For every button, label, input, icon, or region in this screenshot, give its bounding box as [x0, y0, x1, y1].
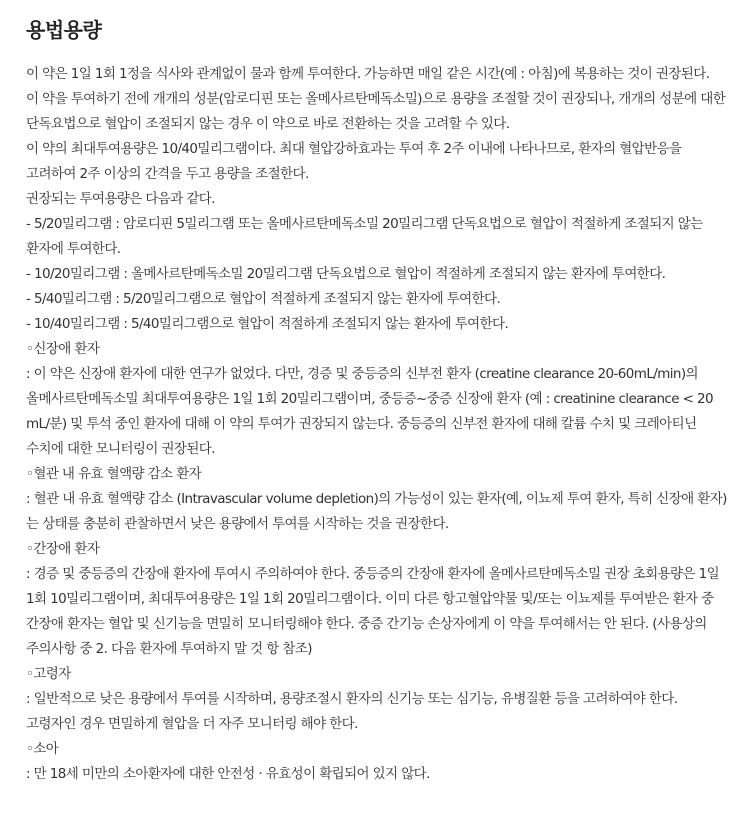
subheading-hepatic-impairment: ◦간장애 환자 — [26, 541, 100, 557]
paragraph-dosing-instruction: 이 약은 1일 1회 1정을 식사와 관계없이 물과 함께 투여한다. 가능하면 매일 같은 시간(예 : 아침)에 복용하는 것이 권장된다. — [26, 66, 710, 82]
paragraph-pediatric: : 만 18세 미만의 소아환자에 대한 안전성 · 유효성이 확립되어 있지 않다. — [26, 766, 430, 782]
subheading-renal-impairment: ◦신장애 환자 — [26, 341, 100, 357]
dose-item-10-20: - 10/20밀리그램 : 올메사르탄메독소밀 20밀리그램 단독요법으로 혈압이 적절하게 조절되지 않는 환자에 투여한다. — [26, 266, 666, 282]
section-title: 용법용량 — [26, 18, 102, 42]
paragraph-dose-adjustment: 이 약을 투여하기 전에 개개의 성분(암로디핀 또는 올메사르탄메독소밀)으로 용량을 조절할 것이 권장되나, 개개의 성분에 대한 단독요법으로 혈압이 조절되지 않는 경우 이 약으로 바로 전환하는 것을 고려할 수 있다. — [26, 91, 726, 132]
paragraph-volume-depletion: : 혈관 내 유효 혈액량 감소 (Intravascular volume depletion)의 가능성이 있는 환자(예, 이뇨제 투여 환자, 특히 신장애 환자)는 상태를 충분히 관찰하면서 낮은 용량에서 투여를 시작하는 것을 권장한다. — [26, 491, 727, 532]
paragraph-max-dose: 이 약의 최대투여용량은 10/40밀리그램이다. 최대 혈압강하효과는 투여 후 2주 이내에 나타나므로, 환자의 혈압반응을 고려하여 2주 이상의 간격을 두고 용량을 조절한다. — [26, 141, 682, 182]
subheading-pediatric: ◦소아 — [26, 741, 59, 757]
paragraph-recommended-dose-intro: 권장되는 투여용량은 다음과 같다. — [26, 191, 215, 207]
subheading-volume-depletion: ◦혈관 내 유효 혈액량 감소 환자 — [26, 466, 202, 482]
paragraph-renal-impairment: : 이 약은 신장애 환자에 대한 연구가 없었다. 다만, 경증 및 중등증의 신부전 환자 (creatine clearance 20-60mL/min)의 올메사르탄메독소밀 최대투여용량은 1일 1회 20밀리그램이며, 중등증~중증 신장애 환자 (예 : creatinine clearance < 20 mL/분) 및 투석 중인 환자에 대해 이 약의 투여가 권장되지 않는다. 중등증의 신부전 환자에 대해 칼륨 수치 및 크레아티닌 수치에 대한 모니터링이 권장된다. — [26, 366, 714, 457]
dose-item-10-40: - 10/40밀리그램 : 5/40밀리그램으로 혈압이 적절하게 조절되지 않는 환자에 투여한다. — [26, 316, 509, 332]
paragraph-elderly: : 일반적으로 낮은 용량에서 투여를 시작하며, 용량조절시 환자의 신기능 또는 심기능, 유병질환 등을 고려하여야 한다. 고령자인 경우 면밀하게 혈압을 더 자주 모니터링 해야 한다. — [26, 691, 678, 732]
section-content — [26, 62, 729, 787]
dose-item-5-40: - 5/40밀리그램 : 5/20밀리그램으로 혈압이 적절하게 조절되지 않는 환자에 투여한다. — [26, 291, 501, 307]
subheading-elderly: ◦고령자 — [26, 666, 71, 682]
paragraph-hepatic-impairment: : 경증 및 중등증의 간장애 환자에 투여시 주의하여야 한다. 중등증의 간장애 환자에 올메사르탄메독소밀 권장 초회용량은 1일 1회 10밀리그램이며, 최대투여용량은 1일 1회 20밀리그램이다. 이미 다른 항고혈압약물 및/또는 이뇨제를 투여받은 환자 중 간장애 환자는 혈압 및 신기능을 면밀히 모니터링해야 한다. 중증 간기능 손상자에게 이 약을 투여해서는 안 된다. (사용상의 주의사항 중 2. 다음 환자에 투여하지 말 것 항 참조) — [26, 566, 720, 657]
dose-item-5-20: - 5/20밀리그램 : 암로디핀 5밀리그램 또는 올메사르탄메독소밀 20밀리그램 단독요법으로 혈압이 적절하게 조절되지 않는 환자에 투여한다. — [26, 216, 703, 257]
